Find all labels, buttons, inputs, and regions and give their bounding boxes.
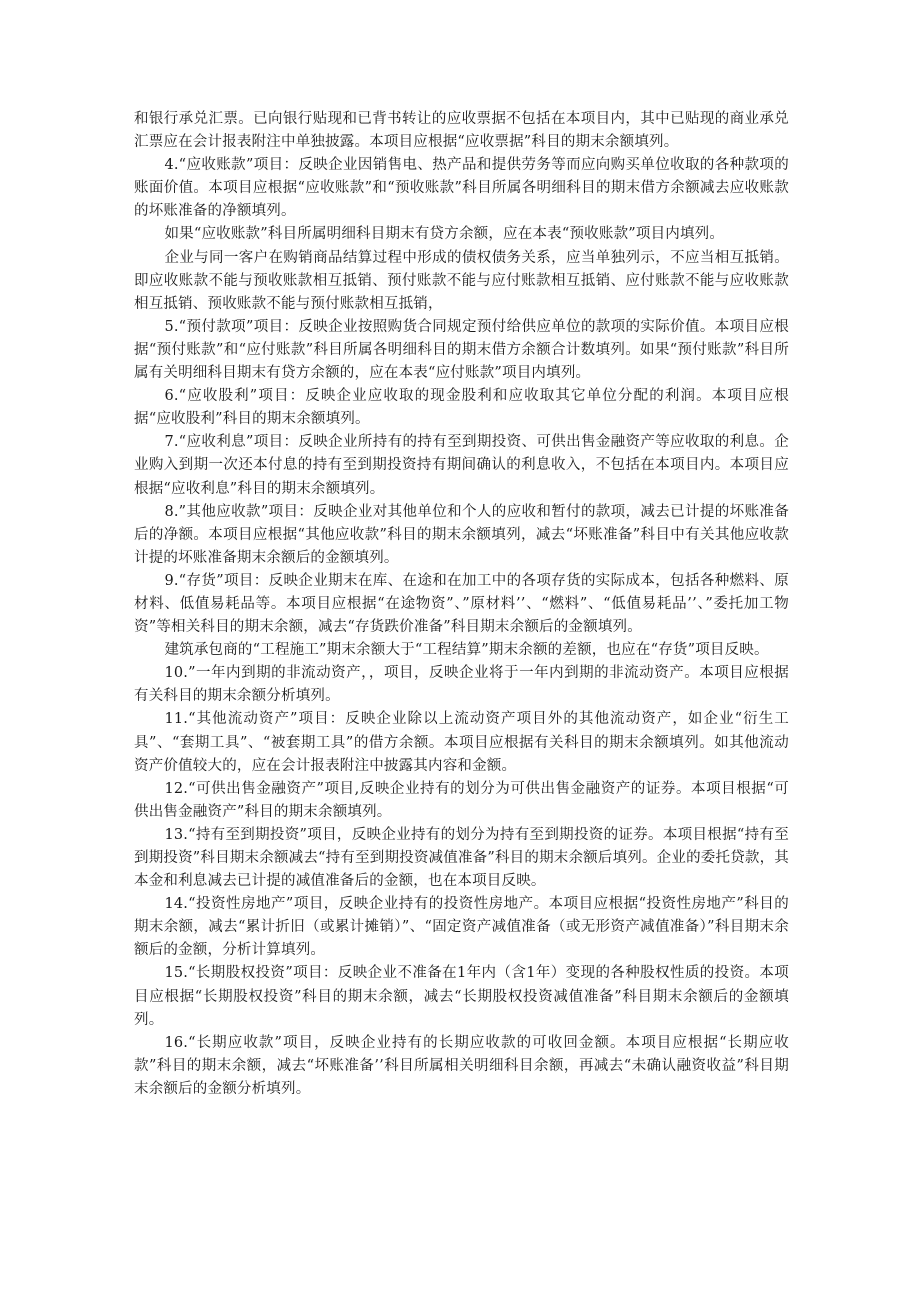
paragraph-item-10: 10.”一年内到期的非流动资产，，项目，反映企业将于一年内到期的非流动资产。本项目应根据有关科目的期末余额分析填列。 [134, 665, 789, 705]
paragraph-item-5: 5.“预付款项”项目：反映企业按照购货合同规定预付给供应单位的款项的实际价值。本项目应根据“预付账款”和“应付账款”科目所属各明细科目的期末借方余额合计数填列。如果“预付账款”科目所属有关明细科目期末有贷方余额的，应在本表“应付账款”项目内填列。 [134, 318, 789, 382]
paragraph-item-8: 8.”其他应收款”项目：反映企业对其他单位和个人的应收和暂付的款项，减去已计提的坏账准备后的净额。本项目应根据“其他应收款”科目的期末余额填列，减去“坏账准备”科目中有关其他应收款计提的坏账准备期末余额后的金额填列。 [134, 503, 789, 566]
paragraph-item-4: 4.“应收账款”项目：反映企业因销售电、热产品和提供劳务等而应向购买单位收取的各种款项的账面价值。本项目应根据“应收账款”和“预收账款”科目所属各明细科目的期末借方余额减去应收账款的坏账准备的净额填列。 [134, 157, 789, 220]
paragraph-item-11: 11.“其他流动资产”项目：反映企业除以上流动资产项目外的其他流动资产，如企业“衍生工具”、“套期工具”、“被套期工具”的借方余额。本项目应根据有关科目的期末余额填列。如其他流动资产价值较大的，应在会计报表附注中披露其内容和金额。 [134, 711, 789, 774]
paragraph-item-9-note: 建筑承包商的“工程施工”期末余额大于“工程结算”期末余额的差额，也应在“存货”项目反映。 [164, 642, 769, 659]
paragraph-item-12: 12.“可供出售金融资产”项目,反映企业持有的划分为可供出售金融资产的证券。本项目根据“可供出售金融资产”科目的期末余额填列。 [134, 780, 789, 820]
paragraph-item-6: 6.“应收股利”项目：反映企业应收取的现金股利和应收取其它单位分配的利润。本项目应根据“应收股利”科目的期末余额填列。 [134, 388, 789, 428]
paragraph-item-9: 9.“存货”项目：反映企业期末在库、在途和在加工中的各项存货的实际成本，包括各种燃料、原材料、低值易耗品等。本项目应根据“在途物资”、”原材料’’、“燃料”、“低值易耗品’’、”委托加工物资”等相关科目的期末余额，减去“存货跌价准备”科目期末余额后的金额填列。 [134, 572, 789, 636]
document-body [134, 108, 789, 1101]
paragraph-item-14: 14.“投资性房地产”项目，反映企业持有的投资性房地产。本项目应根据“投资性房地产”科目的期末余额，减去“累计折旧（或累计摊销）”、“固定资产减值准备（或无形资产减值准备）”科目期末余额后的金额，分析计算填列。 [134, 896, 789, 959]
paragraph-item-4-note: 如果“应收账款”科目所属明细科目期末有贷方余额，应在本表“预收账款”项目内填列。 [164, 226, 725, 243]
paragraph-item-4-offset: 企业与同一客户在购销商品结算过程中形成的债权债务关系，应当单独列示，不应当相互抵销。即应收账款不能与预收账款相互抵销、预付账款不能与应付账款相互抵销、应付账款不能与应收账款相互抵销、预收账款不能与预付账款相互抵销， [134, 249, 789, 312]
paragraph-item-15: 15.“长期股权投资”项目：反映企业不准备在1年内（含1年）变现的各种股权性质的投资。本项目应根据“长期股权投资”科目的期末余额，减去“长期股权投资减值准备”科目期末余额后的金额填列。 [134, 965, 789, 1028]
paragraph-item-13: 13.“持有至到期投资”项目，反映企业持有的划分为持有至到期投资的证券。本项目根据“持有至到期投资”科目期末余额减去“持有至到期投资减值准备”科目的期末余额后填列。企业的委托贷款，其本金和利息减去已计提的减值准备后的金额，也在本项目反映。 [134, 826, 789, 890]
paragraph-item-7: 7.“应收利息”项目：反映企业所持有的持有至到期投资、可供出售金融资产等应收取的利息。企业购入到期一次还本付息的持有至到期投资持有期间确认的利息收入，不包括在本项目内。本项目应根据“应收利息”科目的期末余额填列。 [134, 434, 789, 497]
paragraph-item-16: 16.“长期应收款”项目，反映企业持有的长期应收款的可收回金额。本项目应根据“长期应收款”科目的期末余额，减去“坏账准备’’科目所属相关明细科目余额，再减去“未确认融资收益”科目期末余额后的金额分析填列。 [134, 1034, 789, 1097]
paragraph-continuation: 和银行承兑汇票。已向银行贴现和已背书转让的应收票据不包括在本项目内，其中已贴现的商业承兑汇票应在会计报表附注中单独披露。本项目应根据“应收票据”科目的期末余额填列。 [134, 111, 789, 151]
